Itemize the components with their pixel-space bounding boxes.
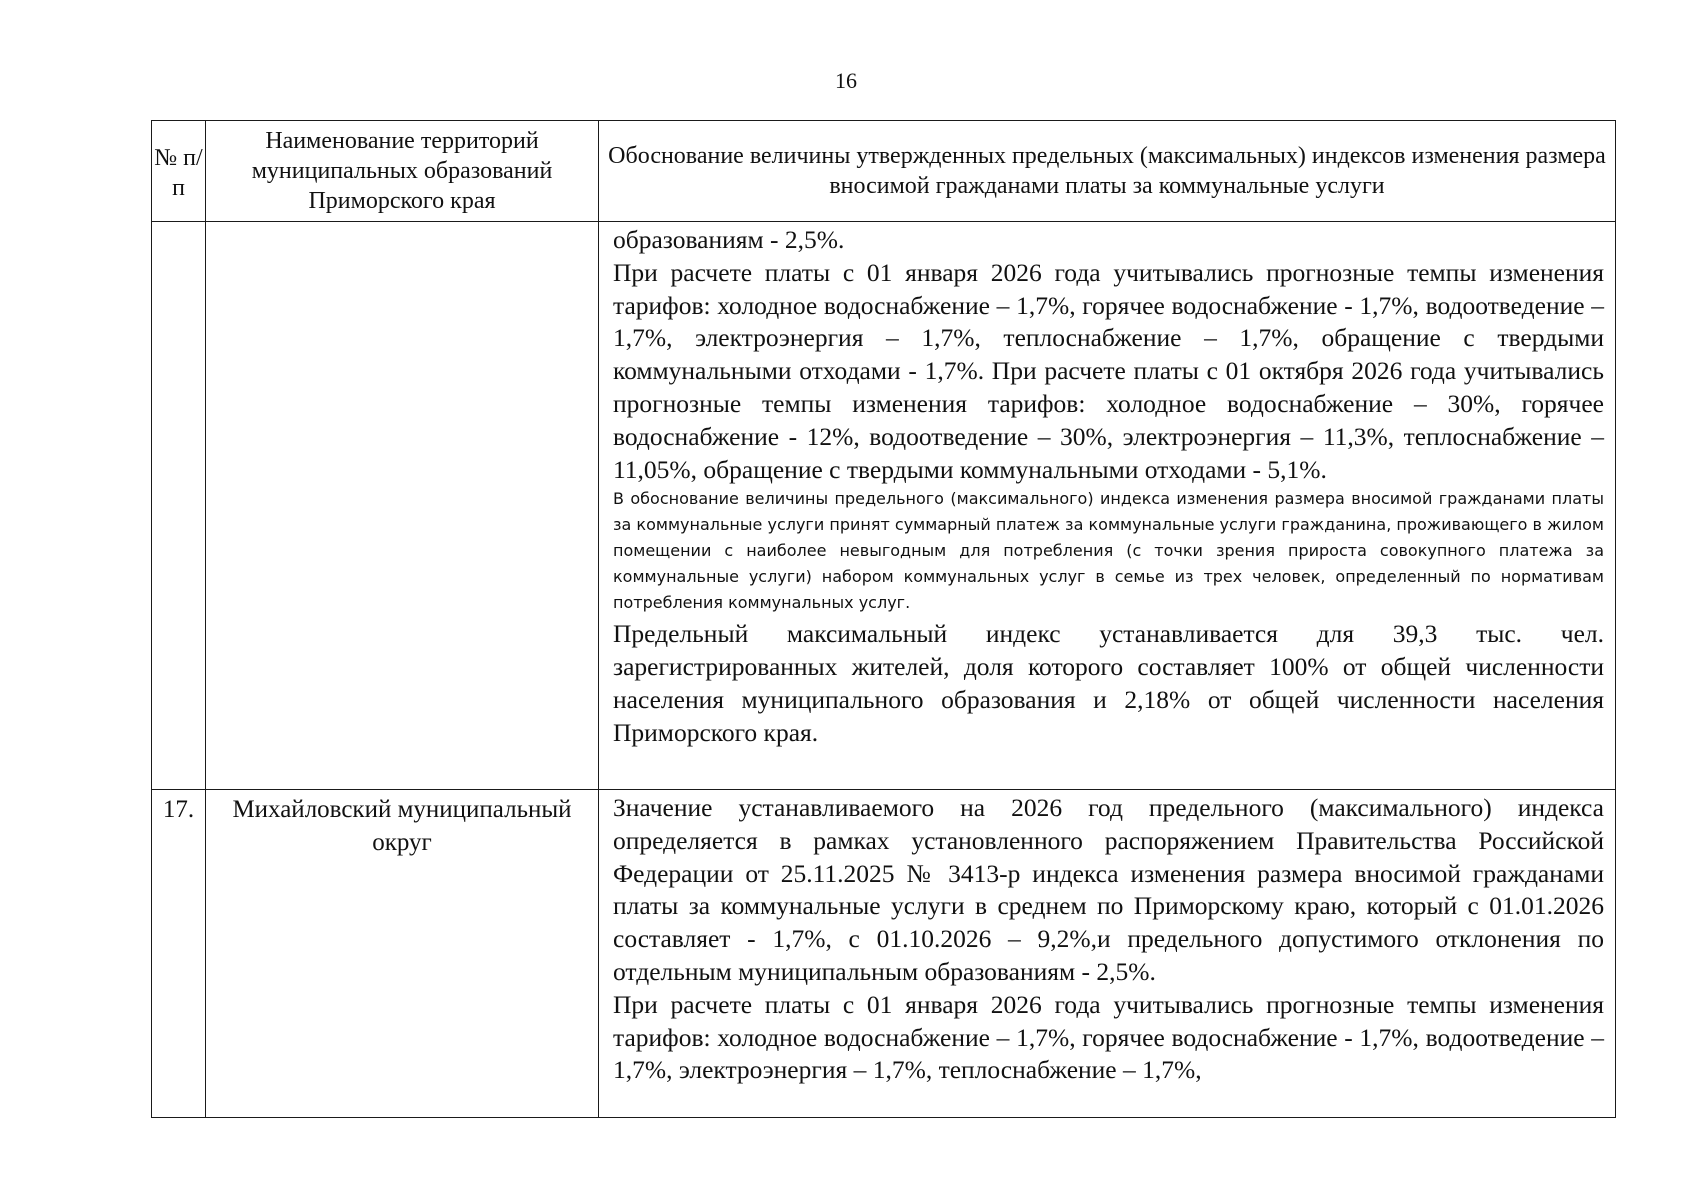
table-row bbox=[152, 222, 1616, 790]
row-number bbox=[152, 222, 206, 790]
table-row bbox=[152, 790, 1616, 1118]
row-justification bbox=[599, 222, 1616, 790]
justification-paragraph: Предельный максимальный индекс устанавливается для 39,3 тыс. чел. зарегистрированных жителей, доля которого составляет 100% от общей численности населения муниципального образования и 2,18% от общей численности населения Приморского края. bbox=[613, 619, 1604, 747]
row-number: 17. bbox=[152, 790, 206, 1118]
justification-note: В обоснование величины предельного (максимального) индекса изменения размера вносимой гражданами платы за коммунальные услуги принят суммарный платеж за коммунальные услуги гражданина, проживающего в жилом помещении с наиболее невыгодным для потребления (с точки зрения прироста совокупного платежа за коммунальные услуги) набором коммунальных услуг в семье из трех человек, определенный по нормативам потребления коммунальных услуг. bbox=[613, 489, 1604, 613]
table-header-row bbox=[152, 121, 1616, 222]
header-justification: Обоснование величины утвержденных предельных (максимальных) индексов изменения размера вносимой гражданами платы за коммунальные услуги bbox=[599, 121, 1616, 222]
row-territory-name bbox=[206, 222, 599, 790]
row-territory-name: Михайловский муниципальный округ bbox=[206, 790, 599, 1118]
row-justification bbox=[599, 790, 1616, 1118]
indices-table bbox=[151, 120, 1616, 1118]
justification-paragraph: Значение устанавливаемого на 2026 год предельного (максимального) индекса определяется в рамках установленного распоряжением Правительства Российской Федерации от 25.11.2025 № 3413-р индекса изменения размера вносимой гражданами платы за коммунальные услуги в среднем по Приморскому краю, который с 01.01.2026 составляет - 1,7%, с 01.10.2026 – 9,2%,и предельного допустимого отклонения по отдельным муниципальным образованиям - 2,5%. bbox=[613, 793, 1604, 986]
justification-paragraph: При расчете платы с 01 января 2026 года учитывались прогнозные темпы изменения тарифов: холодное водоснабжение – 1,7%, горячее водоснабжение - 1,7%, водоотведение – 1,7%, электроэнергия – 1,7%, теплоснабжение – 1,7%, bbox=[613, 989, 1604, 1085]
header-territory-name: Наименование территорий муниципальных образований Приморского края bbox=[206, 121, 599, 222]
justification-paragraph: При расчете платы с 01 января 2026 года учитывались прогнозные темпы изменения тарифов: холодное водоснабжение – 1,7%, горячее водоснабжение - 1,7%, водоотведение – 1,7%, электроэнергия – 1,7%, теплоснабжение – 1,7%, обращение с твердыми коммунальными отходами - 1,7%. При расчете платы с 01 октября 2026 года учитывались прогнозные темпы изменения тарифов: холодное водоснабжение – 30%, горячее водоснабжение - 12%, водоотведение – 30%, электроэнергия – 11,3%, теплоснабжение – 11,05%, обращение с твердыми коммунальными отходами - 5,1%. bbox=[613, 257, 1604, 484]
page-number: 16 bbox=[835, 68, 857, 93]
header-number: № п/п bbox=[152, 121, 206, 222]
justification-paragraph: образованиям - 2,5%. bbox=[613, 225, 845, 254]
